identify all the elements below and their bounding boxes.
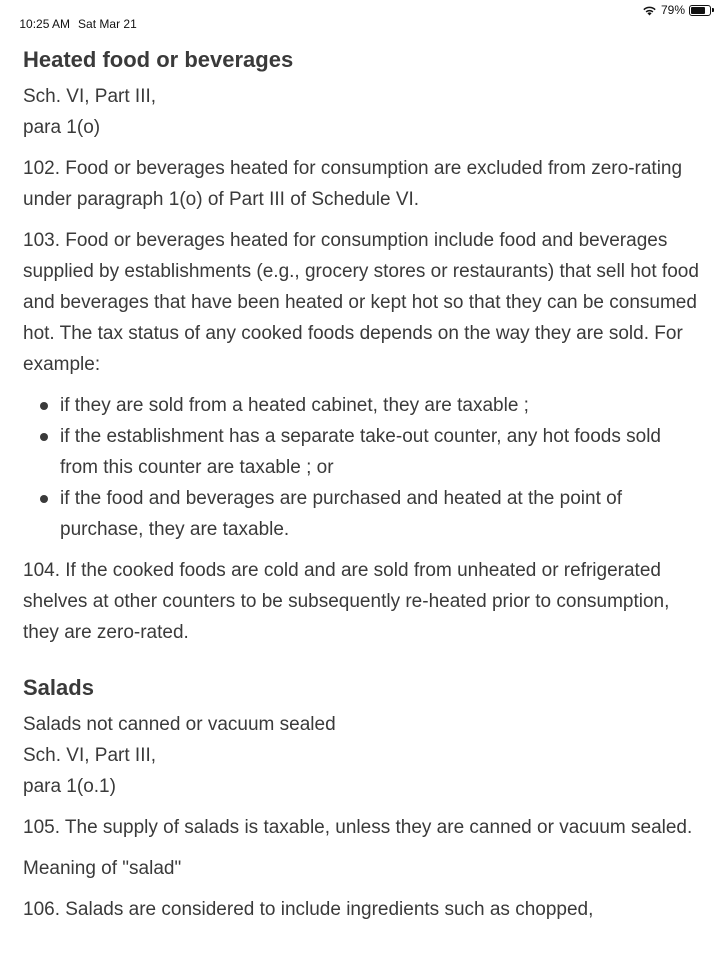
bullet-icon bbox=[40, 495, 48, 503]
battery-percent: 79% bbox=[660, 3, 685, 17]
document-content bbox=[23, 40, 703, 925]
paragraph-106: 106. Salads are considered to include ingredients such as chopped, bbox=[23, 899, 594, 920]
status-time: 10:25 AM bbox=[19, 17, 71, 31]
reference-block bbox=[23, 81, 703, 143]
status-left bbox=[6, 3, 145, 45]
bullet-icon bbox=[40, 402, 48, 410]
meaning-of-salad: Meaning of "salad" bbox=[23, 858, 182, 879]
list-item bbox=[23, 390, 703, 421]
battery-icon bbox=[689, 5, 711, 16]
status-bar bbox=[0, 0, 720, 31]
list-item-text: if they are sold from a heated cabinet, they are taxable ; bbox=[60, 395, 529, 416]
wifi-icon bbox=[642, 5, 657, 16]
paragraph-105: 105. The supply of salads is taxable, unless they are canned or vacuum sealed. bbox=[23, 817, 693, 838]
battery-nub bbox=[712, 8, 714, 12]
list-item bbox=[23, 483, 703, 545]
section-heading-salads: Salads bbox=[23, 675, 94, 700]
reference-block bbox=[23, 709, 703, 802]
reference-line: Sch. VI, Part III, bbox=[23, 86, 157, 107]
reference-line: para 1(o.1) bbox=[23, 776, 116, 797]
list-item bbox=[23, 421, 703, 483]
list-item-text: if the food and beverages are purchased and heated at the point of purchase, they are taxable. bbox=[60, 488, 622, 540]
paragraph-104: 104. If the cooked foods are cold and are sold from unheated or refrigerated shelves at other counters to be subsequently re-heated prior to consumption, they are zero-rated. bbox=[23, 560, 670, 643]
battery-fill bbox=[691, 7, 705, 14]
paragraph-102: 102. Food or beverages heated for consumption are excluded from zero-rating under paragraph 1(o) of Part III of Schedule VI. bbox=[23, 158, 683, 210]
reference-line: Sch. VI, Part III, bbox=[23, 745, 157, 766]
reference-line: Salads not canned or vacuum sealed bbox=[23, 714, 336, 735]
bullet-list bbox=[23, 390, 703, 545]
bullet-icon bbox=[40, 433, 48, 441]
list-item-text: if the establishment has a separate take-out counter, any hot foods sold from this counter are taxable ; or bbox=[60, 426, 661, 478]
reference-line: para 1(o) bbox=[23, 117, 101, 138]
paragraph-103: 103. Food or beverages heated for consumption include food and beverages supplied by establishments (e.g., grocery stores or restaurants) that sell hot food and beverages that have been heated or kept hot so that they can be consumed hot. The tax status of any cooked foods depends on the way they are sold. For example: bbox=[23, 230, 699, 375]
status-right bbox=[642, 3, 714, 17]
section-heading-heated-food: Heated food or beverages bbox=[23, 47, 294, 72]
status-date: Sat Mar 21 bbox=[78, 17, 137, 31]
